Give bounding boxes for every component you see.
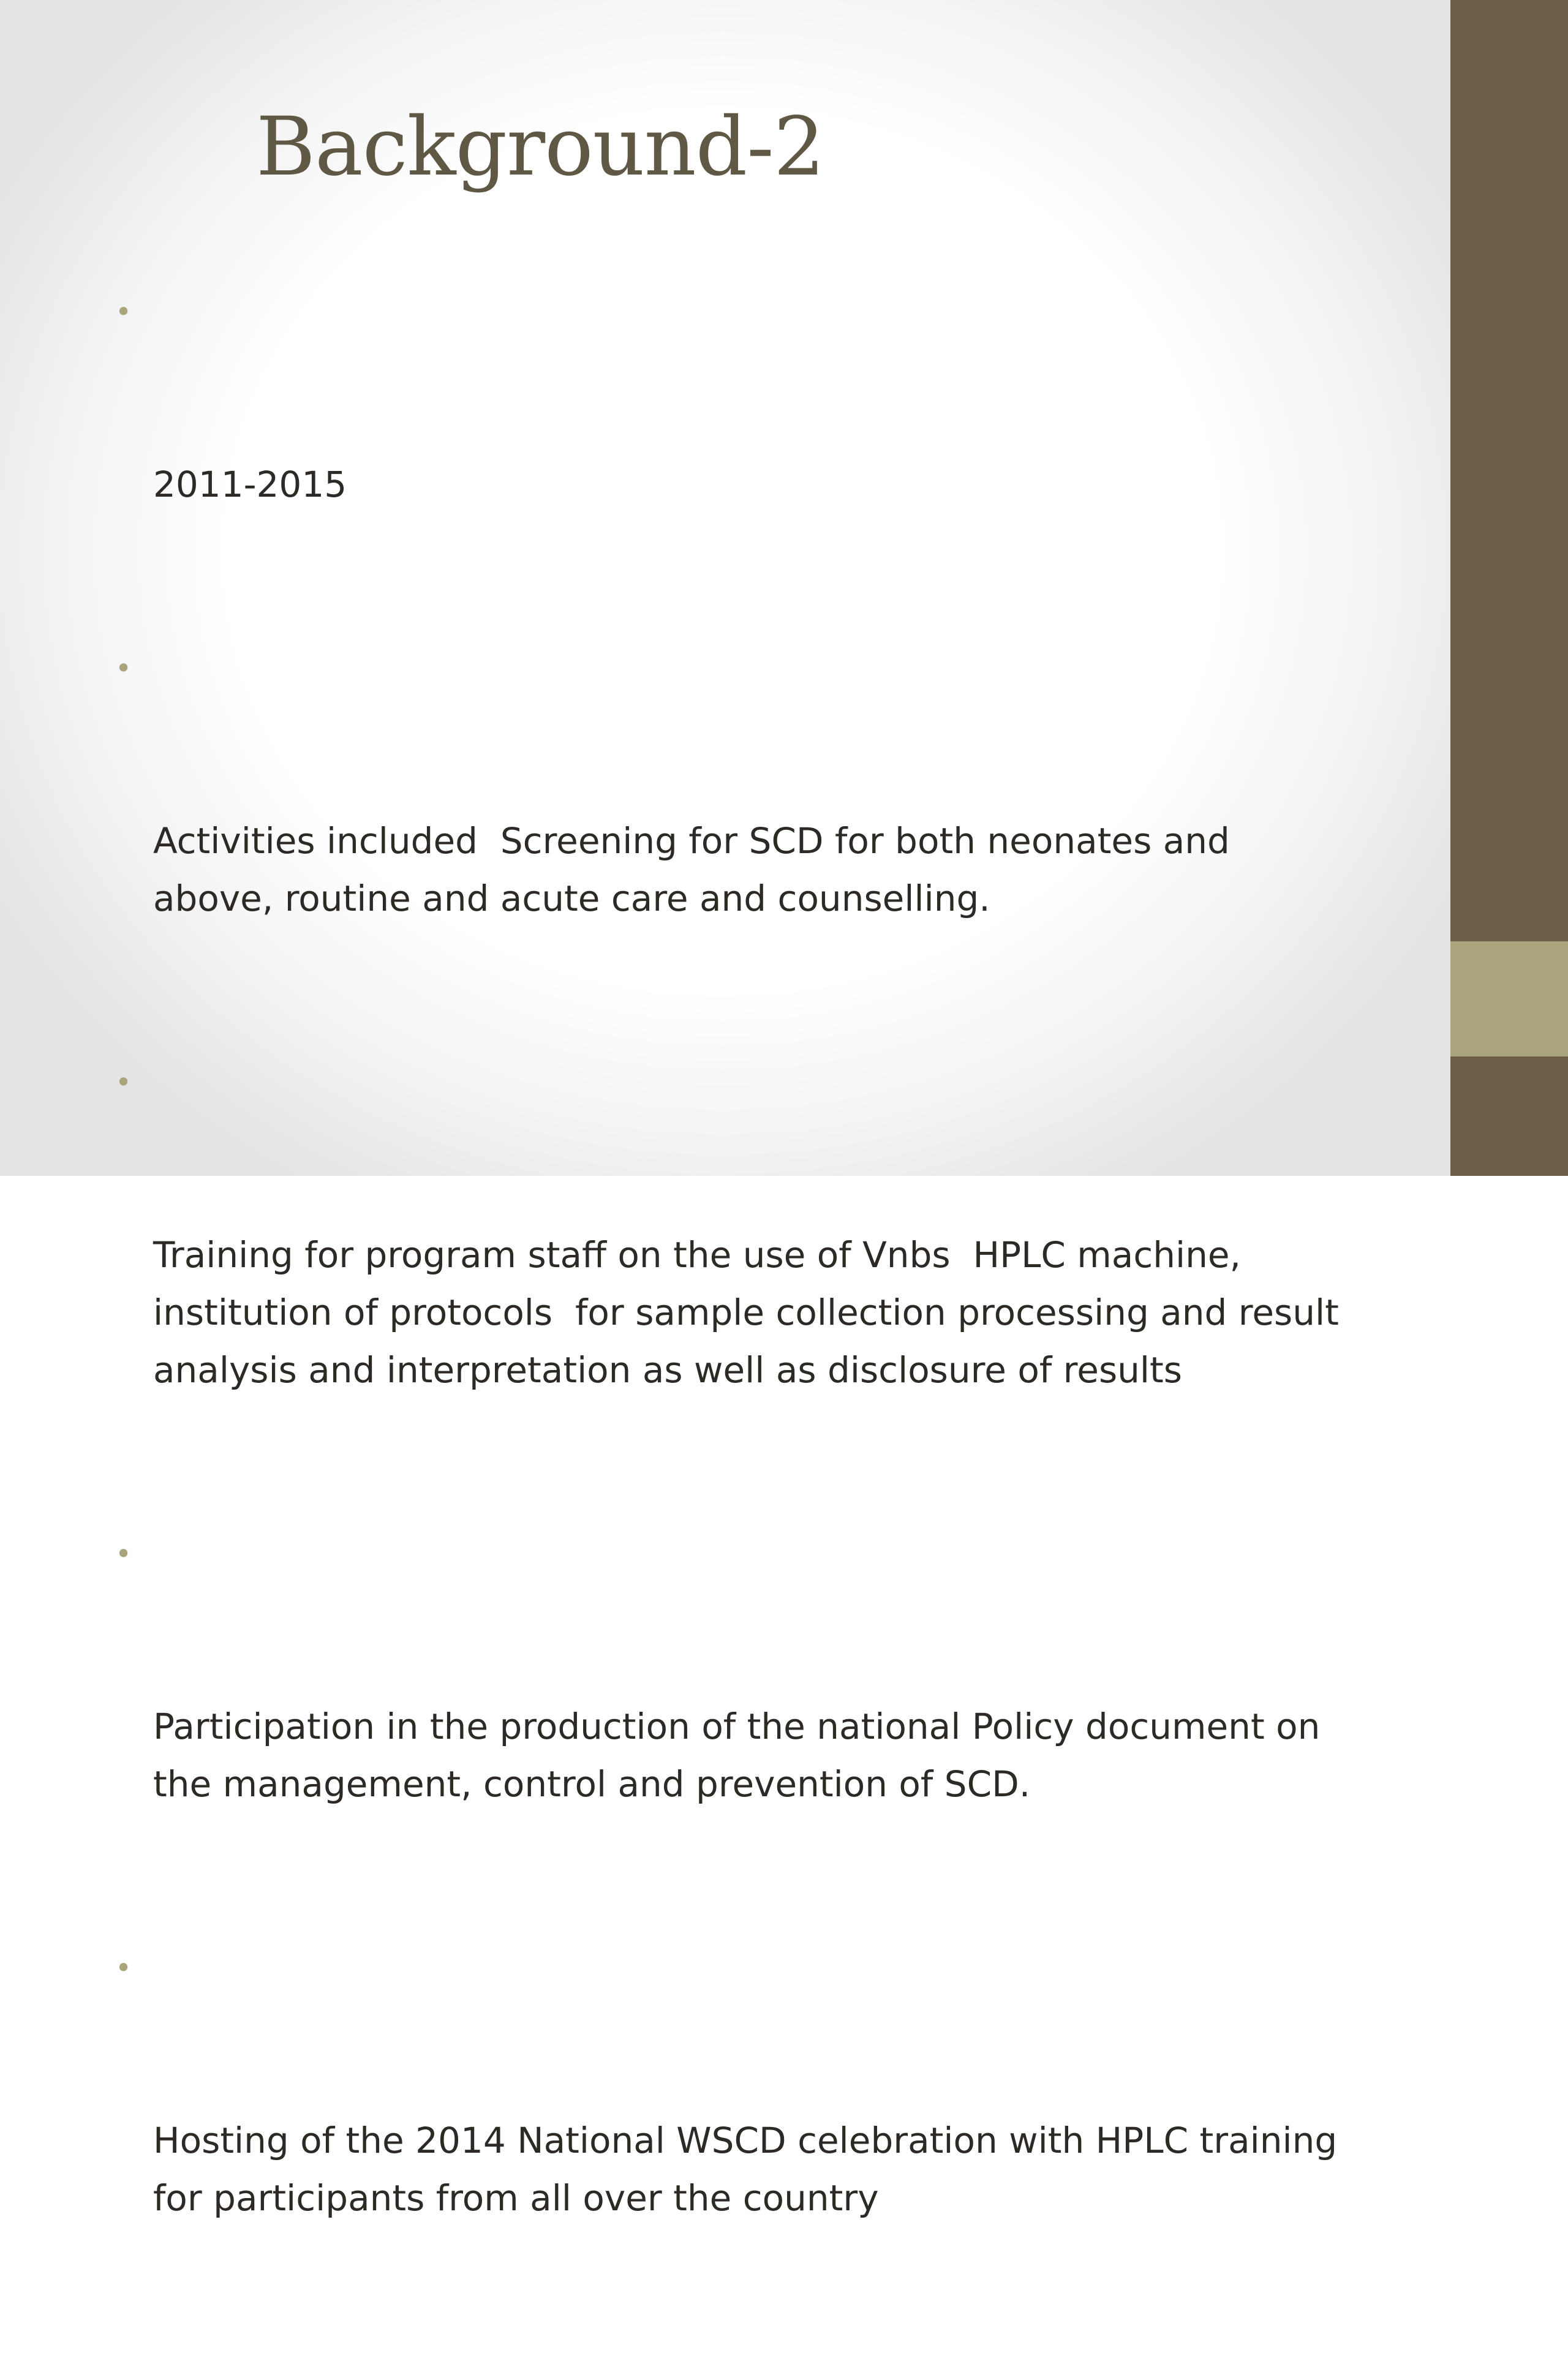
bullet-item — [111, 639, 1361, 1042]
bullet-text: 2011-2015 — [153, 464, 347, 505]
bullet-text: Activities included Screening for SCD for both neonates and above, routine and acute care and counselling. — [153, 820, 1242, 919]
bullet-dot-icon: • — [115, 1066, 132, 1099]
side-accent-decoration — [1450, 941, 1568, 1056]
bullet-text: Participation in the production of the national Policy document on the management, control and prevention of SCD. — [153, 1706, 1332, 1805]
bullet-item — [111, 1939, 1361, 2342]
bullet-dot-icon: • — [115, 1951, 132, 1984]
bullet-item — [111, 1525, 1361, 1928]
bullet-item — [111, 1053, 1361, 1514]
bullet-item — [111, 283, 1361, 628]
bullet-dot-icon: • — [115, 1537, 132, 1570]
bullet-list — [111, 283, 1361, 2353]
bullet-text: Hosting of the 2014 National WSCD celebration with HPLC training for participants from all over the country — [153, 2120, 1349, 2219]
slide-title: Background-2 — [256, 100, 824, 194]
bullet-text: Training for program staff on the use of Vnbs HPLC machine, institution of protocols for sample collection processing and result analysis and interpretation as well as disclosure of results — [153, 1234, 1351, 1391]
bullet-dot-icon: • — [115, 295, 132, 328]
bullet-dot-icon: • — [115, 652, 132, 685]
